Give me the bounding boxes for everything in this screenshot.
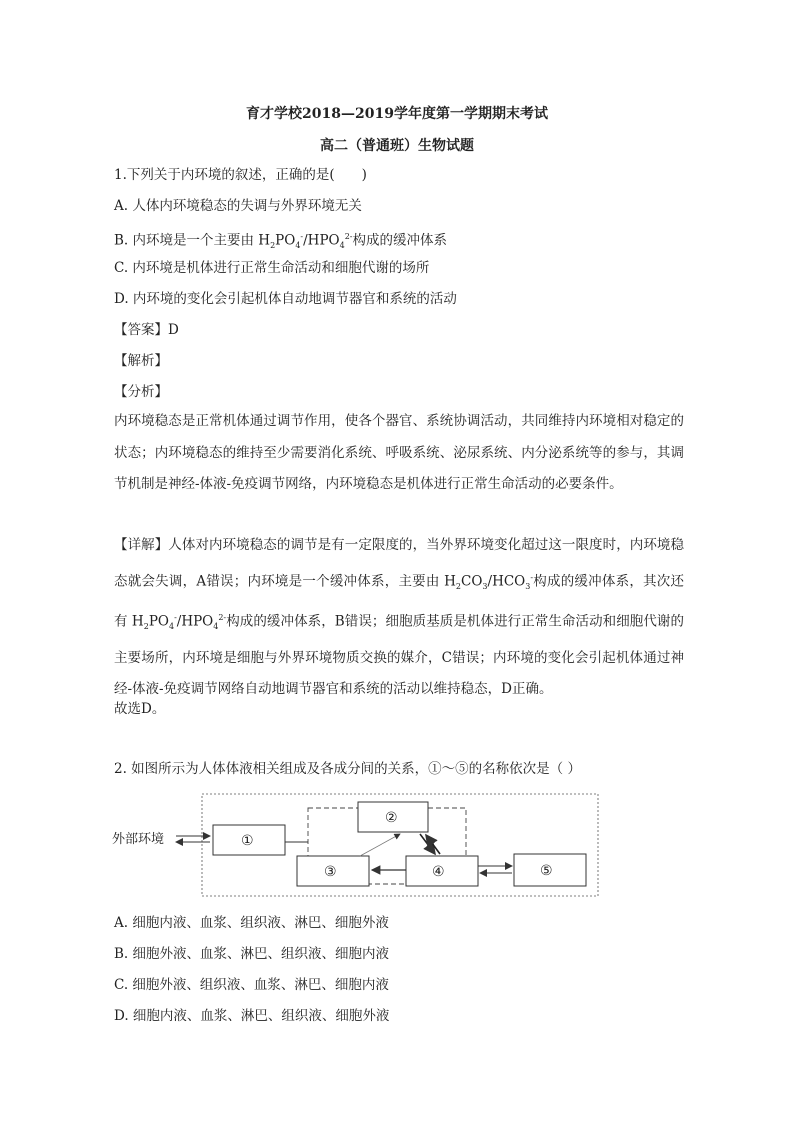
q1-option-b: B. 内环境是一个主要由 $H_2PO_4^-/HPO_4^{2-}$构成的缓冲体系: [114, 232, 447, 251]
q2-option-b: B. 细胞外液、血浆、淋巴、组织液、细胞内液: [114, 946, 390, 962]
q2-option-c: C. 细胞外液、组织液、血浆、淋巴、细胞内液: [114, 977, 389, 993]
q1-option-d: D. 内环境的变化会引起机体自动地调节器官和系统的活动: [114, 291, 457, 307]
q1-stem: 1.下列关于内环境的叙述，正确的是( ): [114, 167, 367, 183]
q1-option-a: A. 人体内环境稳态的失调与外界环境无关: [114, 198, 362, 214]
box-1-label: ①: [241, 833, 254, 849]
box-3-label: ③: [324, 864, 337, 880]
q2-option-a: A. 细胞内液、血浆、组织液、淋巴、细胞外液: [114, 915, 389, 931]
q2-stem: 2. 如图所示为人体体液相关组成及各成分间的关系，①～⑤的名称依次是（ ）: [114, 761, 581, 777]
q1-fenxi-header: 【分析】: [114, 384, 168, 400]
box-5-label: ⑤: [540, 863, 553, 879]
q1-detail-text: 【详解】人体对内环境稳态的调节是有一定限度的，当外界环境变化超过这一限度时，内环境稳态就会失调，A错误；内环境是一个缓冲体系，主要由 $H_2CO_3/HCO_3^-$构成的缓冲体系，其次还有 $H_2PO_4^-/HPO_4^{2-}$构成的缓冲体系，B错误；细胞质基质是机体进行正常生命活动和细胞代谢的主要场所，内环境是细胞与外界环境物质交换的媒介，C错误；内环境的变化会引起机体通过神经-体液-免疫调节网络自动地调节器官和系统的活动以维持稳态，D正确。: [114, 537, 684, 698]
q1-option-c: C. 内环境是机体进行正常生命活动和细胞代谢的场所: [114, 260, 430, 276]
q1-conclusion: 故选D。: [114, 701, 166, 717]
body-fluid-diagram: [110, 790, 610, 900]
q1-analysis-header: 【解析】: [114, 353, 168, 369]
box-4-label: ④: [432, 864, 445, 880]
exam-title: 育才学校2018—2019学年度第一学期期末考试: [246, 106, 548, 122]
q1-answer: 【答案】D: [114, 322, 179, 338]
box-2-label: ②: [385, 810, 398, 826]
exam-subtitle: 高二（普通班）生物试题: [320, 138, 474, 154]
q2-option-d: D. 细胞内液、血浆、淋巴、组织液、细胞外液: [114, 1008, 390, 1024]
outside-environment-label: 外部环境: [112, 832, 165, 847]
q1-fenxi-text: 内环境稳态是正常机体通过调节作用，使各个器官、系统协调活动，共同维持内环境相对稳定的状态；内环境稳态的维持至少需要消化系统、呼吸系统、泌尿系统、内分泌系统等的参与，其调节机制是神经-体液-免疫调节网络，内环境稳态是机体进行正常生命活动的必要条件。: [114, 413, 684, 492]
